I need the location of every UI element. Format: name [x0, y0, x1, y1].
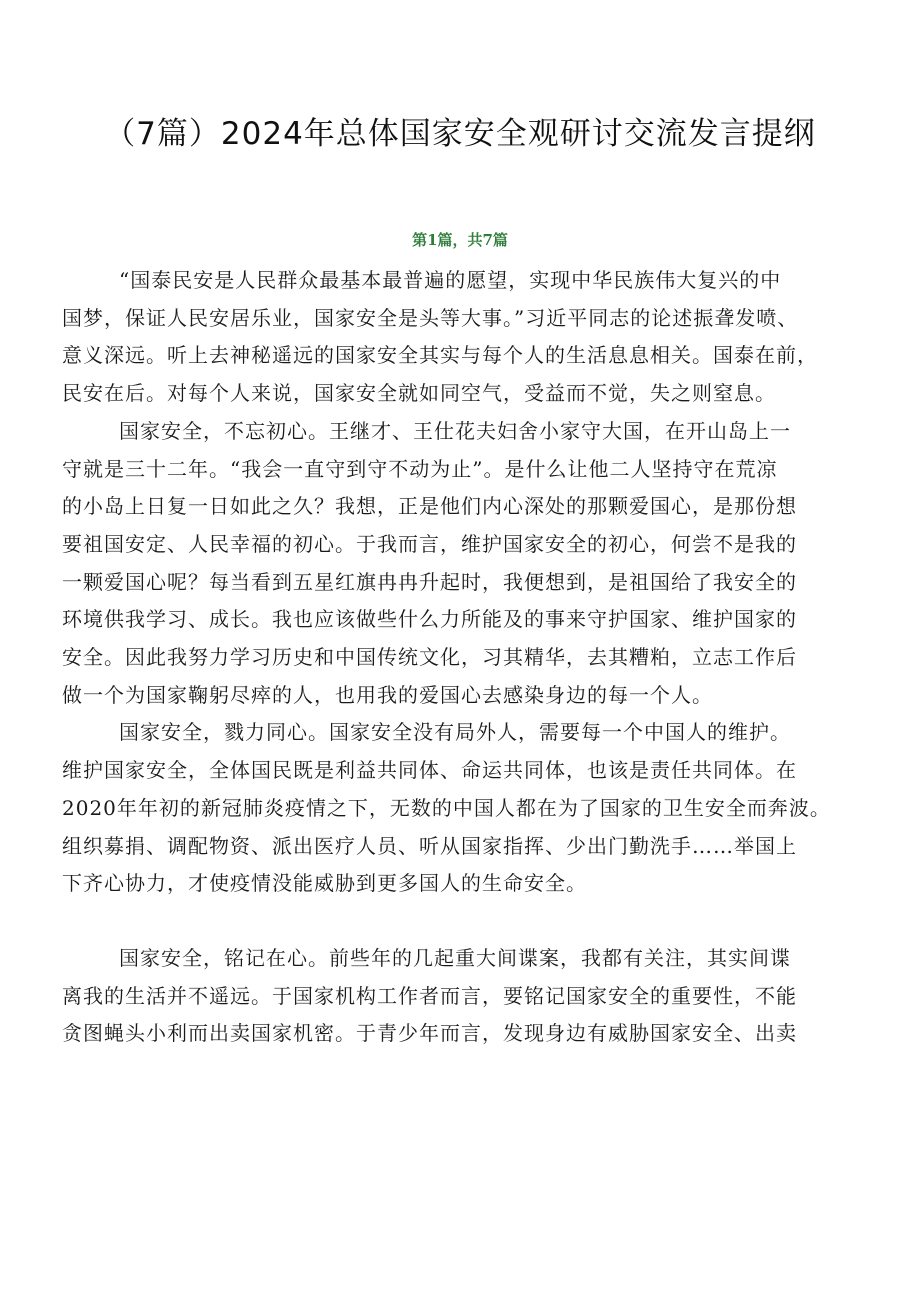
document-body [62, 262, 862, 1053]
text-line: 国梦，保证人民安居乐业，国家安全是头等大事。”习近平同志的论述振聋发喷、 [62, 305, 799, 330]
paragraph [62, 940, 862, 1053]
text-line: 意义深远。听上去神秘遥远的国家安全其实与每个人的生活息息相关。国泰在前， [62, 343, 818, 368]
text-line: 守就是三十二年。“我会一直守到守不动为止”。是什么让他二人坚持守在荒凉 [62, 456, 778, 481]
text-line: 组织募捐、调配物资、派出医疗人员、听从国家指挥、少出门勤洗手……举国上 [62, 833, 797, 858]
text-line: 做一个为国家鞠躬尽瘁的人，也用我的爱国心去感染身边的每一个人。 [62, 682, 713, 707]
paragraph-spacer [62, 903, 862, 940]
text-line: 民安在后。对每个人来说，国家安全就如同空气，受益而不觉，失之则窒息。 [62, 381, 776, 406]
text-line: 国家安全，戮力同心。国家安全没有局外人，需要每一个中国人的维护。 [119, 720, 791, 745]
text-line: 离我的生活并不遥远。于国家机构工作者而言，要铭记国家安全的重要性，不能 [62, 983, 797, 1008]
paragraph [62, 714, 862, 903]
text-line: 的小岛上日复一日如此之久？我想，正是他们内心深处的那颗爱国心，是那份想 [62, 494, 797, 519]
section-label: 第1篇，共7篇 [412, 231, 508, 249]
text-line: 维护国家安全，全体国民既是利益共同体、命运共同体，也该是责任共同体。在 [62, 758, 797, 783]
paragraph [62, 262, 862, 413]
text-line: 贪图蝇头小利而出卖国家机密。于青少年而言，发现身边有威胁国家安全、出卖 [62, 1021, 797, 1046]
text-line: 环境供我学习、成长。我也应该做些什么力所能及的事来守护国家、维护国家的 [62, 607, 797, 632]
text-line: “国泰民安是人民群众最基本最普遍的愿望，实现中华民族伟大复兴的中 [119, 268, 782, 292]
text-line: 国家安全，不忘初心。王继才、王仕花夫妇舍小家守大国，在开山岛上一 [119, 418, 791, 443]
text-line: 下齐心协力，才使疫情没能威胁到更多国人的生命安全。 [62, 871, 587, 896]
text-line: 要祖国安定、人民幸福的初心。于我而言，维护国家安全的初心，何尝不是我的 [62, 531, 797, 556]
paragraph [62, 413, 862, 715]
text-line: 一颗爱国心呢？每当看到五星红旗冉冉升起时，我便想到，是祖国给了我安全的 [62, 569, 797, 594]
text-line: 2020年年初的新冠肺炎疫情之下，无数的中国人都在为了国家的卫生安全而奔波。 [62, 795, 831, 820]
text-line: 国家安全，铭记在心。前些年的几起重大间谍案，我都有关注，其实间谍 [119, 945, 791, 970]
document-title: （7篇）2024年总体国家安全观研讨交流发言提纲 [104, 116, 816, 152]
text-line: 安全。因此我努力学习历史和中国传统文化，习其精华，去其糟粕，立志工作后 [62, 645, 797, 670]
